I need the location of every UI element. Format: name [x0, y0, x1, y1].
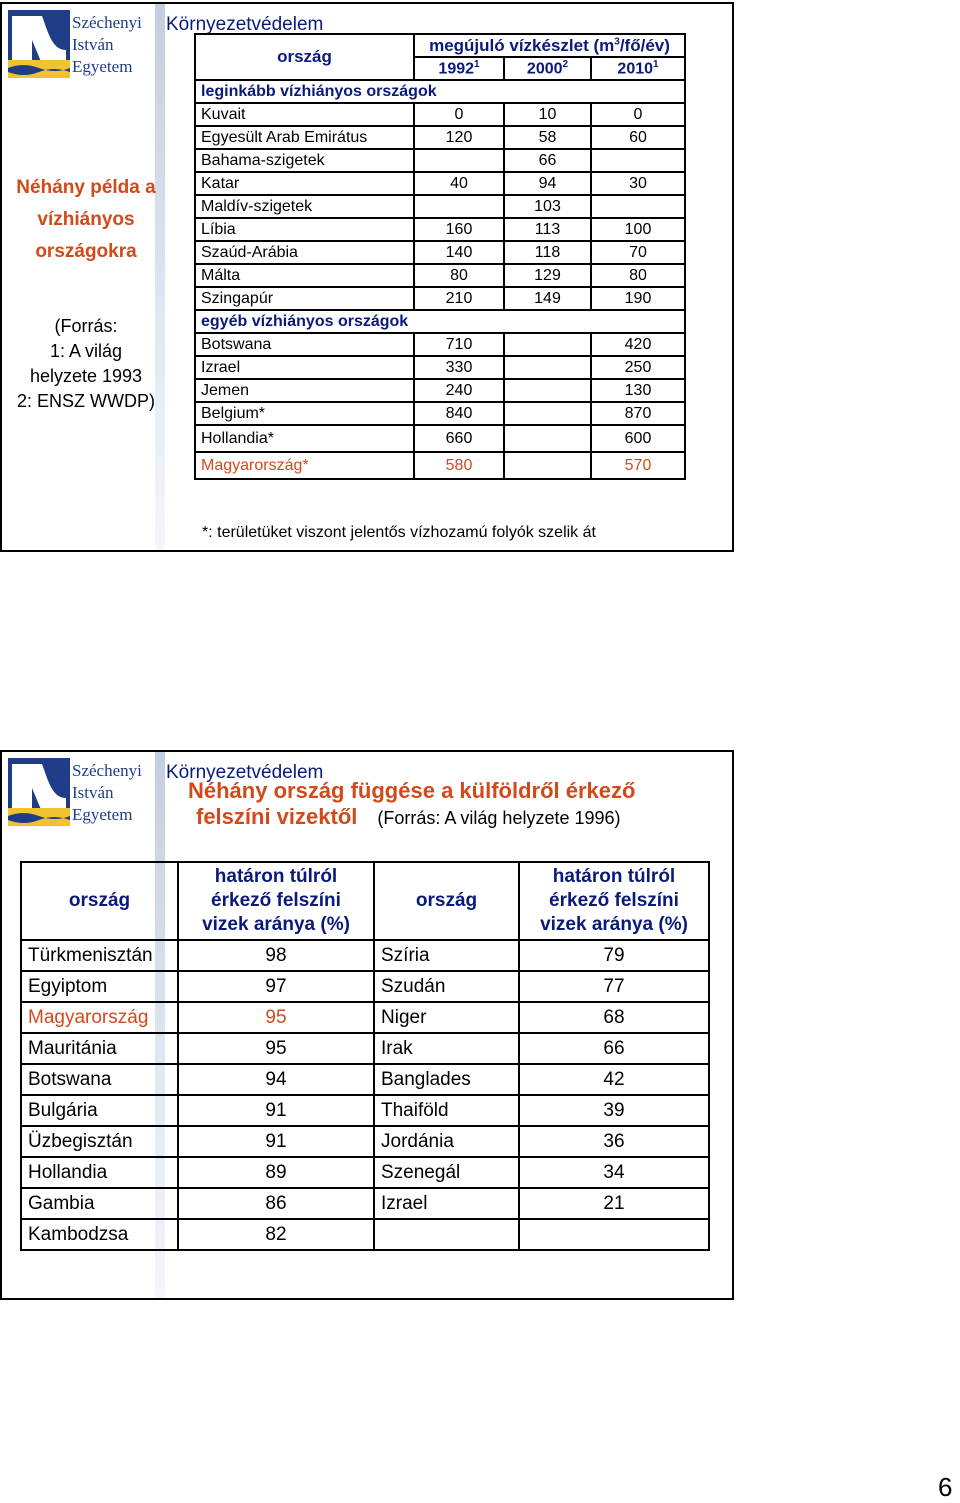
table-row [21, 1095, 709, 1126]
column-header-water: megújuló vízkészlet $(m^3/fő/év)$ [414, 34, 685, 57]
column-header-share: határon túlról érkező felszíni vizek aránya (%) [178, 862, 374, 940]
country-cell: Kuvait [195, 103, 414, 126]
table-row [21, 1064, 709, 1095]
table-row [195, 379, 685, 402]
value-1992-cell: 120 [414, 126, 504, 149]
country-cell: Bulgária [21, 1095, 178, 1126]
country-cell: Jemen [195, 379, 414, 402]
value-2010-cell: 60 [591, 126, 685, 149]
value-1992-cell: 40 [414, 172, 504, 195]
share-cell: 34 [519, 1157, 709, 1188]
water-resources-table [194, 33, 686, 480]
country-cell: Szenegál [374, 1157, 519, 1188]
table-row [195, 425, 685, 452]
column-header-country: ország [374, 862, 519, 940]
value-2000-cell: 113 [504, 218, 591, 241]
value-1992-cell: 160 [414, 218, 504, 241]
university-logo-text: Széchenyi István Egyetem [72, 13, 142, 76]
table-row [195, 195, 685, 218]
share-cell: 95 [178, 1033, 374, 1064]
value-2010-cell: 190 [591, 287, 685, 310]
slide-2-title: Néhány ország függése a külföldről érkező felszíni vizektől (Forrás: A világ helyzete 1996) [188, 778, 636, 829]
country-cell [374, 1219, 519, 1250]
university-logo-icon [8, 758, 70, 826]
slide-2-source: (Forrás: A világ helyzete 1996) [377, 808, 621, 828]
table-row [21, 1219, 709, 1250]
share-cell: 42 [519, 1064, 709, 1095]
value-2000-cell: 103 [504, 195, 591, 218]
country-cell: Egyesült Arab Emirátus [195, 126, 414, 149]
value-2000-cell [504, 379, 591, 402]
share-cell: 98 [178, 940, 374, 971]
country-cell: Irak [374, 1033, 519, 1064]
value-2010-cell: 100 [591, 218, 685, 241]
table-row [21, 1033, 709, 1064]
country-cell: Málta [195, 264, 414, 287]
share-cell: 68 [519, 1002, 709, 1033]
table-header-row [195, 34, 685, 57]
value-2000-cell: 58 [504, 126, 591, 149]
table-row [195, 333, 685, 356]
value-2000-cell: 66 [504, 149, 591, 172]
value-1992-cell: 0 [414, 103, 504, 126]
country-cell: Botswana [21, 1064, 178, 1095]
table-footnote: *: területüket viszont jelentős vízhozamú folyók szelik át [202, 524, 596, 541]
share-cell: 91 [178, 1126, 374, 1157]
page-number: 6 [938, 1472, 953, 1502]
share-cell: 39 [519, 1095, 709, 1126]
value-2000-cell [504, 452, 591, 479]
country-cell: Szíria [374, 940, 519, 971]
table-row [21, 1188, 709, 1219]
value-2000-cell: 94 [504, 172, 591, 195]
value-2000-cell [504, 333, 591, 356]
value-1992-cell: 840 [414, 402, 504, 425]
value-2000-cell: 129 [504, 264, 591, 287]
table-row [21, 940, 709, 971]
share-cell: 21 [519, 1188, 709, 1219]
value-2010-cell: 130 [591, 379, 685, 402]
slide-side-bar [155, 4, 165, 550]
value-1992-cell: 210 [414, 287, 504, 310]
country-cell: Katar [195, 172, 414, 195]
value-2010-cell: 70 [591, 241, 685, 264]
slide-1-source: (Forrás: 1: A világ helyzete 1993 2: ENSZ WWDP) [17, 316, 155, 411]
country-cell: Türkmenisztán [21, 940, 178, 971]
country-cell: Banglades [374, 1064, 519, 1095]
column-header-country: ország [21, 862, 178, 940]
table-row [195, 103, 685, 126]
value-1992-cell [414, 149, 504, 172]
country-cell: Thaiföld [374, 1095, 519, 1126]
table-row [195, 356, 685, 379]
value-2010-cell: 870 [591, 402, 685, 425]
table-row [195, 149, 685, 172]
country-cell: Kambodzsa [21, 1219, 178, 1250]
share-cell: 91 [178, 1095, 374, 1126]
value-2010-cell: 80 [591, 264, 685, 287]
share-cell: 77 [519, 971, 709, 1002]
share-cell: 95 [178, 1002, 374, 1033]
value-1992-cell: 710 [414, 333, 504, 356]
country-cell: Botswana [195, 333, 414, 356]
share-cell: 89 [178, 1157, 374, 1188]
value-2010-cell: 0 [591, 103, 685, 126]
department-title: Környezetvédelem [166, 14, 324, 35]
surface-water-dependency-table [20, 861, 710, 1251]
country-cell: Üzbegisztán [21, 1126, 178, 1157]
share-cell: 66 [519, 1033, 709, 1064]
section-header: egyéb vízhiányos országok [195, 310, 685, 333]
section-header: leginkább vízhiányos országok [195, 80, 685, 103]
country-cell: Szudán [374, 971, 519, 1002]
value-2010-cell: 570 [591, 452, 685, 479]
country-cell: Hollandia* [195, 425, 414, 452]
table-header-row [21, 862, 709, 940]
country-cell: Líbia [195, 218, 414, 241]
country-cell: Magyarország [21, 1002, 178, 1033]
table-row [21, 971, 709, 1002]
country-cell: Maldív-szigetek [195, 195, 414, 218]
country-cell: Mauritánia [21, 1033, 178, 1064]
table-row [21, 1126, 709, 1157]
university-logo-icon [8, 10, 70, 78]
table-row [195, 241, 685, 264]
column-header-share: határon túlról érkező felszíni vizek aránya (%) [519, 862, 709, 940]
country-cell: Niger [374, 1002, 519, 1033]
table-row [195, 172, 685, 195]
section-2-rows [195, 333, 685, 479]
table-row [195, 402, 685, 425]
value-1992-cell: 80 [414, 264, 504, 287]
value-2000-cell: 10 [504, 103, 591, 126]
university-logo-text: Széchenyi István Egyetem [72, 761, 142, 824]
share-cell: 97 [178, 971, 374, 1002]
table-row [195, 287, 685, 310]
value-1992-cell [414, 195, 504, 218]
country-cell: Gambia [21, 1188, 178, 1219]
value-2000-cell: 149 [504, 287, 591, 310]
share-cell [519, 1219, 709, 1250]
value-2000-cell [504, 356, 591, 379]
value-2000-cell: 118 [504, 241, 591, 264]
slide-1-title: Néhány példa a vízhiányos országokra [16, 177, 156, 262]
value-1992-cell: 660 [414, 425, 504, 452]
share-cell: 86 [178, 1188, 374, 1219]
year-header: 1992$^1$ [414, 57, 504, 80]
country-cell: Bahama-szigetek [195, 149, 414, 172]
country-cell: Egyiptom [21, 971, 178, 1002]
section-1-rows [195, 103, 685, 310]
table-row [195, 264, 685, 287]
value-2010-cell [591, 149, 685, 172]
column-header-country: ország [195, 34, 414, 80]
table-row [21, 1157, 709, 1188]
year-header: 2010$^1$ [591, 57, 685, 80]
country-cell: Hollandia [21, 1157, 178, 1188]
value-2010-cell: 30 [591, 172, 685, 195]
value-1992-cell: 240 [414, 379, 504, 402]
department-title: Környezetvédelem [166, 762, 324, 783]
value-2010-cell: 420 [591, 333, 685, 356]
value-1992-cell: 330 [414, 356, 504, 379]
table-row [195, 452, 685, 479]
table-row [21, 1002, 709, 1033]
country-cell: Belgium* [195, 402, 414, 425]
table-body [21, 940, 709, 1250]
year-header: 2000$^2$ [504, 57, 591, 80]
country-cell: Jordánia [374, 1126, 519, 1157]
value-2010-cell: 250 [591, 356, 685, 379]
value-2010-cell: 600 [591, 425, 685, 452]
table-row [195, 218, 685, 241]
share-cell: 79 [519, 940, 709, 971]
country-cell: Szaúd-Arábia [195, 241, 414, 264]
value-2010-cell [591, 195, 685, 218]
value-2000-cell [504, 425, 591, 452]
country-cell: Izrael [374, 1188, 519, 1219]
share-cell: 82 [178, 1219, 374, 1250]
value-2000-cell [504, 402, 591, 425]
country-cell: Szingapúr [195, 287, 414, 310]
value-1992-cell: 140 [414, 241, 504, 264]
share-cell: 36 [519, 1126, 709, 1157]
value-1992-cell: 580 [414, 452, 504, 479]
table-row [195, 126, 685, 149]
share-cell: 94 [178, 1064, 374, 1095]
country-cell: Magyarország* [195, 452, 414, 479]
country-cell: Izrael [195, 356, 414, 379]
